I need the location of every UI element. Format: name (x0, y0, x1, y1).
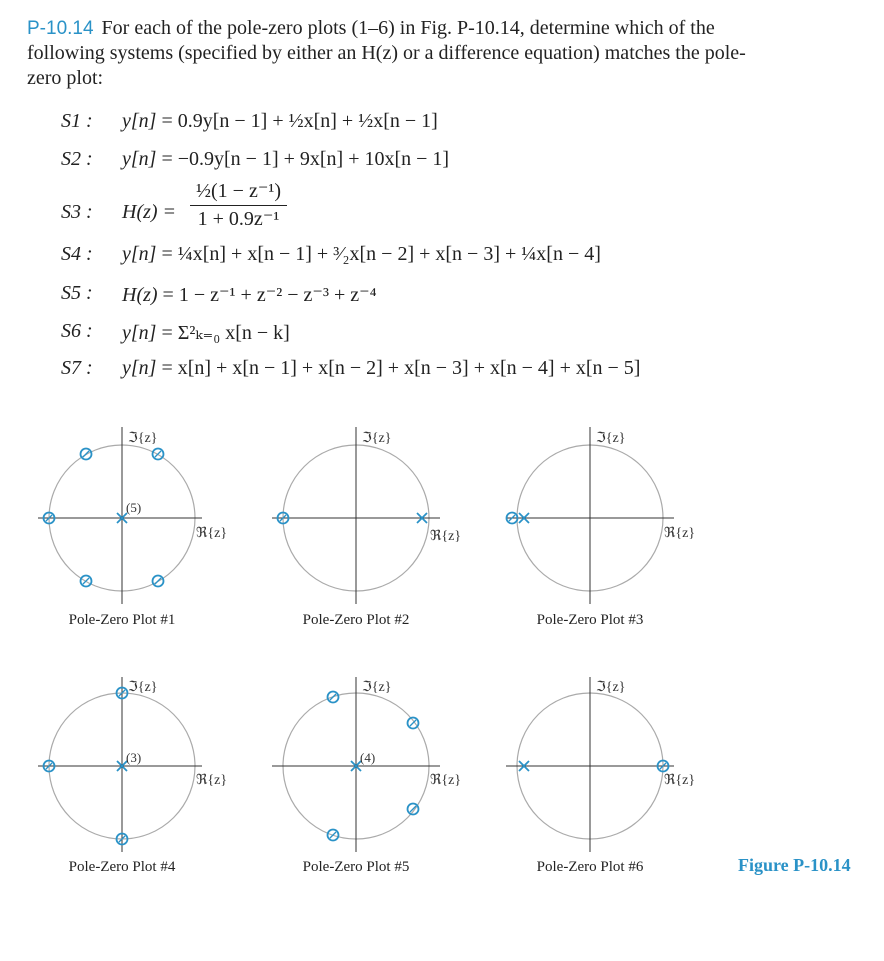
system-equation-lhs: H(z) = (122, 201, 177, 223)
zero-marker (328, 830, 339, 841)
imag-axis-label: ℑ{z} (596, 431, 626, 446)
plot-title: Pole-Zero Plot #4 (68, 859, 176, 875)
plot-title: Pole-Zero Plot #3 (536, 612, 644, 628)
plot-title: Pole-Zero Plot #5 (302, 859, 410, 875)
real-axis-label: ℜ{z} (664, 526, 696, 541)
imag-axis-label: ℑ{z} (128, 680, 158, 695)
pole-zero-plot-6 (506, 677, 674, 852)
system-equation: y[n] = ¼x[n] + x[n − 1] + ³⁄₂x[n − 2] + x[n − 3] + ¼x[n − 4] (122, 243, 601, 265)
zero-marker (408, 718, 419, 729)
real-axis-label: ℜ{z} (196, 773, 228, 788)
plot-title: Pole-Zero Plot #6 (536, 859, 644, 875)
zero-marker (408, 804, 419, 815)
problem-number: P-10.14 (27, 18, 94, 39)
real-axis-label: ℜ{z} (430, 529, 462, 544)
imag-axis-label: ℑ{z} (128, 431, 158, 446)
system-equation: H(z) = 1 − z⁻¹ + z⁻² − z⁻³ + z⁻⁴ (122, 284, 377, 306)
imag-axis-label: ℑ{z} (596, 680, 626, 695)
pole-zero-plot-2 (272, 427, 440, 604)
fraction-numerator: ½(1 − z⁻¹) (190, 178, 287, 206)
system-label: S7 : (61, 357, 93, 379)
imag-axis-label: ℑ{z} (362, 680, 392, 695)
problem-text: For each of the pole-zero plots (1–6) in Fig. P-10.14, determine which of the following systems (specified by either an H(z) or a difference equation) matches the pole-zero plot: (27, 17, 746, 89)
system-label: S4 : (61, 243, 93, 265)
plot-title: Pole-Zero Plot #2 (302, 612, 410, 628)
system-label: S6 : (61, 320, 93, 342)
pole-zero-plot-4 (38, 677, 202, 852)
system-label: S1 : (61, 110, 93, 132)
system-equation: y[n] = Σ²ₖ₌₀ x[n − k] (122, 322, 290, 344)
system-label: S3 : (61, 201, 93, 223)
zero-marker (153, 449, 164, 460)
zero-marker (81, 576, 92, 587)
multiplicity-label: (5) (126, 500, 142, 515)
fraction-denominator: 1 + 0.9z⁻¹ (197, 208, 280, 230)
pole-zero-plot-3 (506, 427, 674, 604)
pole-zero-plot-1 (38, 427, 202, 604)
system-equation: y[n] = 0.9y[n − 1] + ½x[n] + ½x[n − 1] (122, 110, 438, 132)
zero-marker (328, 692, 339, 703)
system-equation: y[n] = −0.9y[n − 1] + 9x[n] + 10x[n − 1] (122, 148, 450, 170)
system-equation: y[n] = x[n] + x[n − 1] + x[n − 2] + x[n − 3] + x[n − 4] + x[n − 5] (122, 357, 641, 379)
zero-marker (81, 449, 92, 460)
pole-zero-plot-5 (272, 677, 440, 852)
real-axis-label: ℜ{z} (430, 773, 462, 788)
imag-axis-label: ℑ{z} (362, 431, 392, 446)
figure-caption: Figure P-10.14 (738, 855, 851, 875)
system-label: S2 : (61, 148, 93, 170)
multiplicity-label: (4) (360, 750, 376, 765)
zero-marker (153, 576, 164, 587)
multiplicity-label: (3) (126, 750, 142, 765)
plot-title: Pole-Zero Plot #1 (68, 612, 176, 628)
real-axis-label: ℜ{z} (196, 526, 228, 541)
real-axis-label: ℜ{z} (664, 773, 696, 788)
system-label: S5 : (61, 282, 93, 304)
